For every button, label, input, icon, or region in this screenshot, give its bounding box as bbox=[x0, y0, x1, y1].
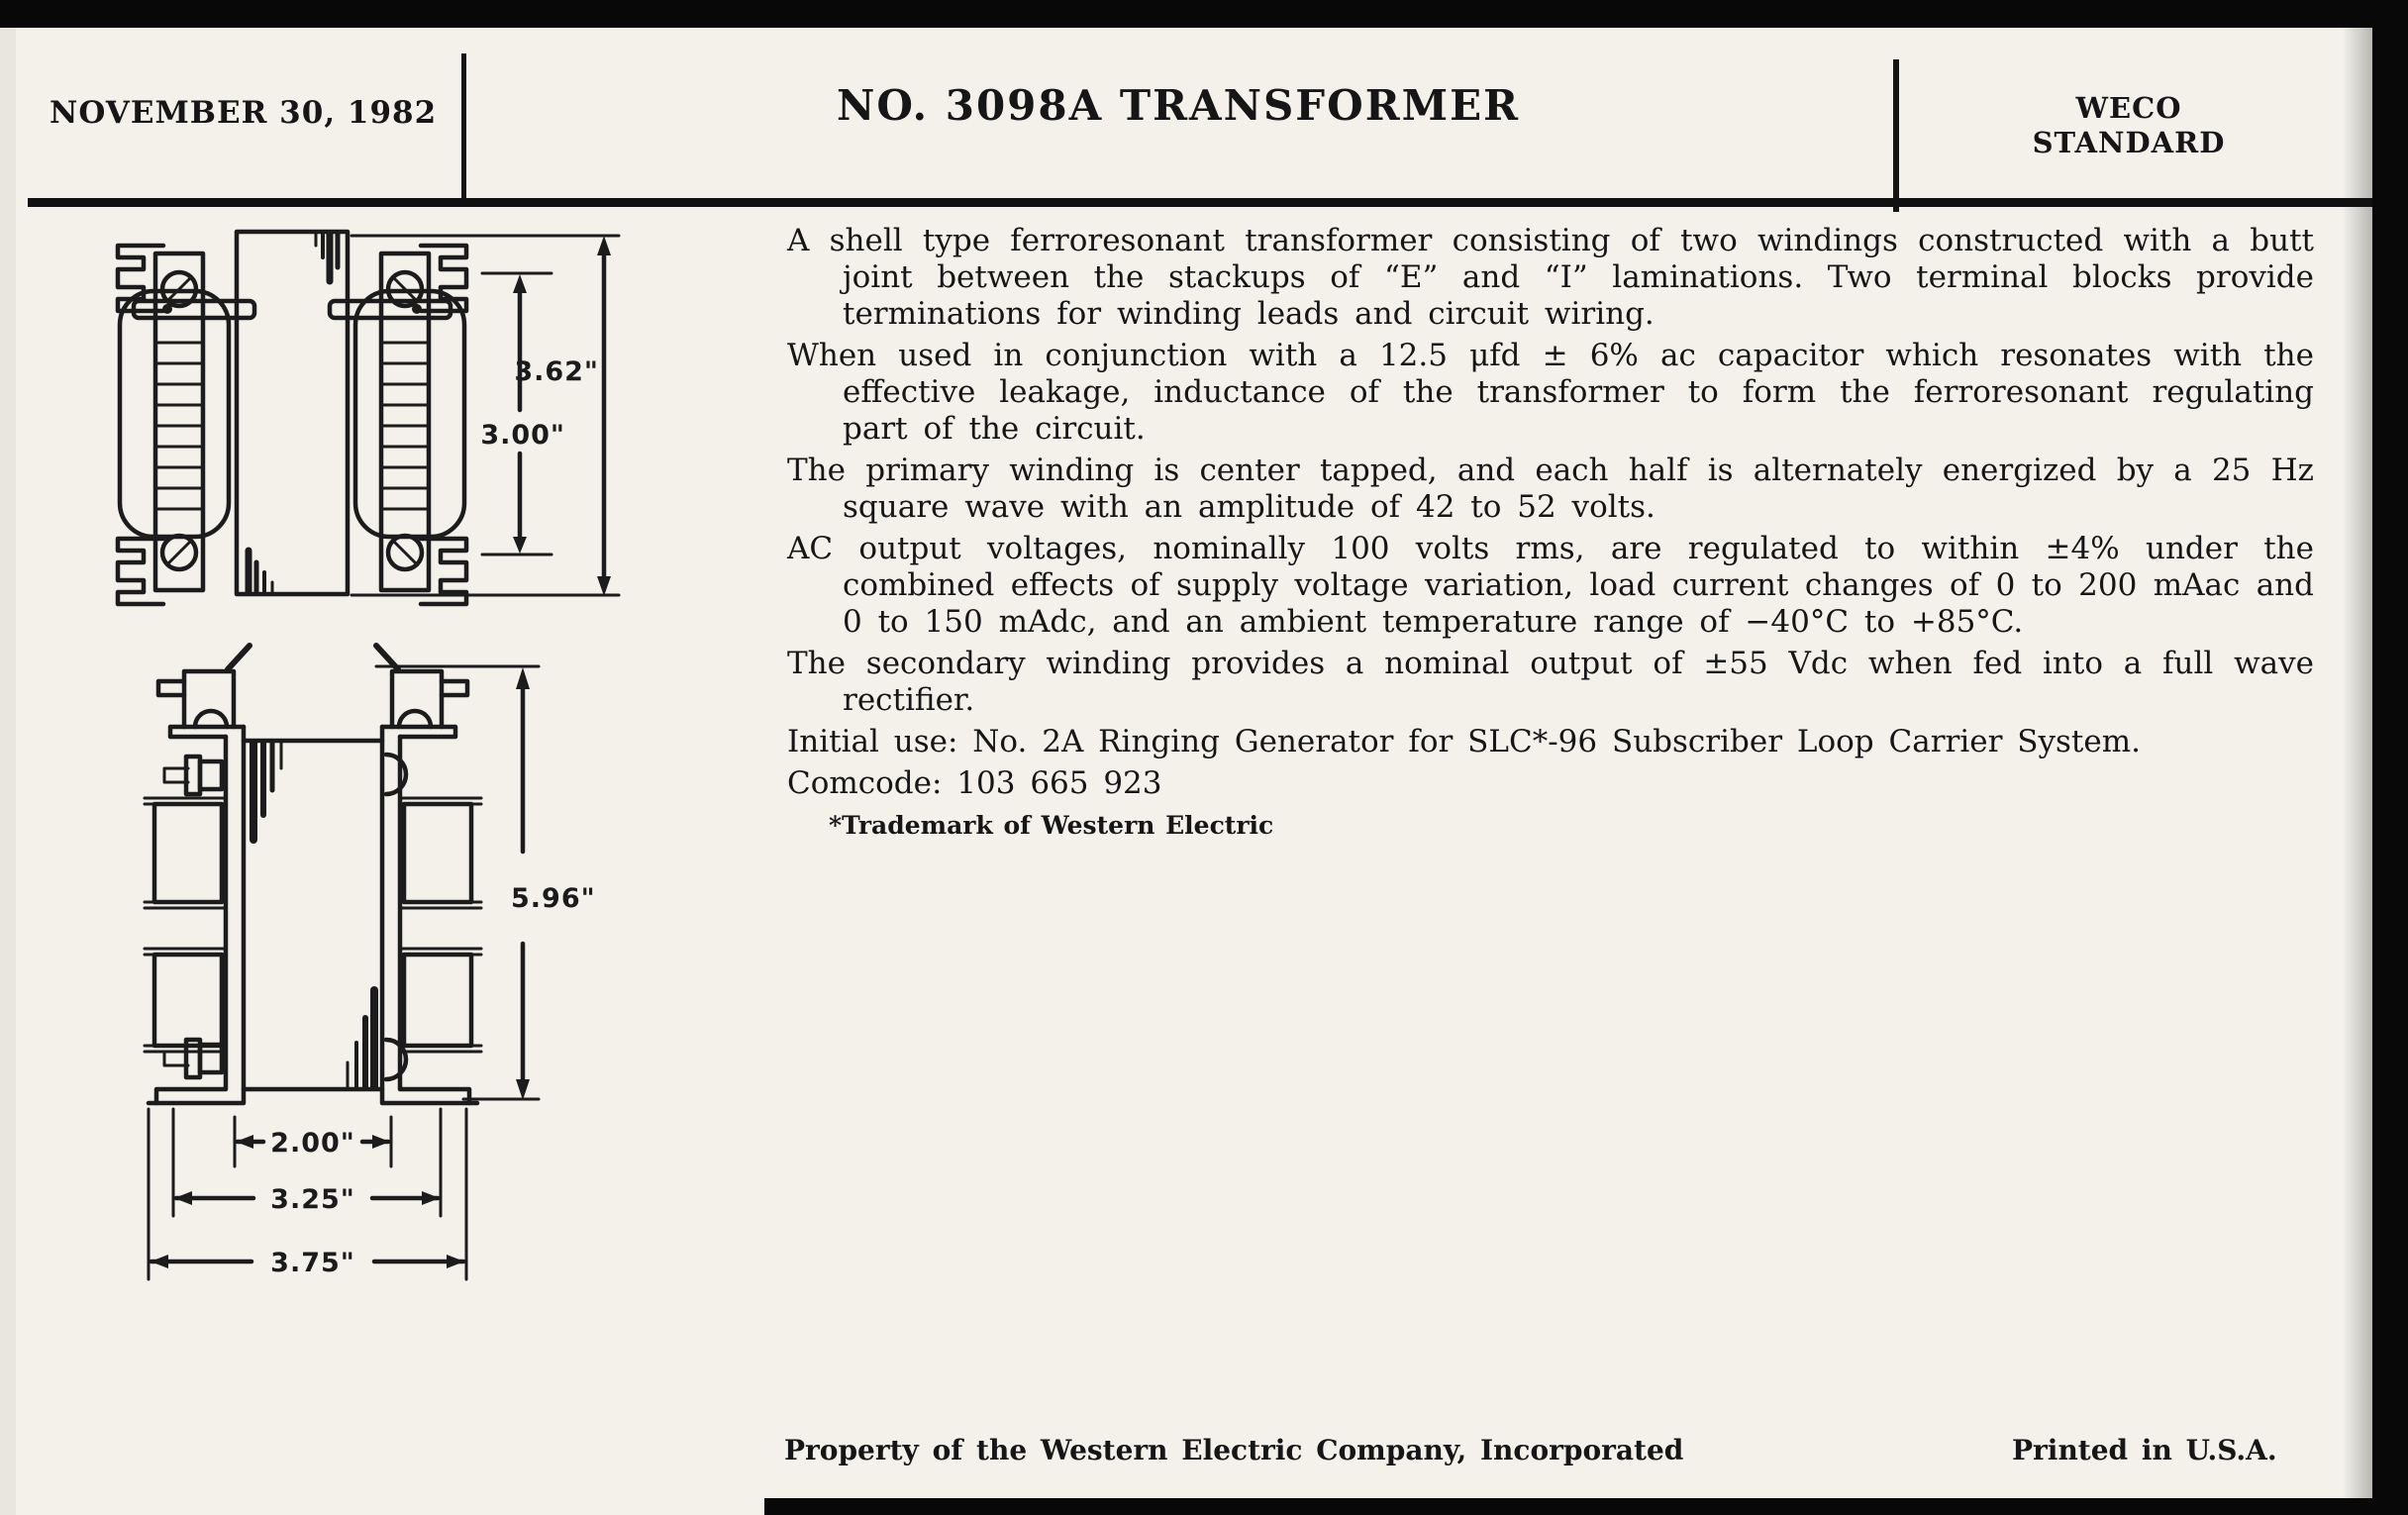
dim-label-375: 3.75" bbox=[270, 1248, 355, 1278]
initial-use-line: Initial use: No. 2A Ringing Generator for SLC*-96 Subscriber Loop Carrier System. bbox=[787, 724, 2141, 759]
description-paragraph-1: A shell type ferroresonant transformer consisting of two windings constructed with a butt joint between the stackups of “E” and “I” laminations. Two terminal blocks provide terminations for winding leads and circuit wiring. bbox=[787, 223, 2314, 332]
dimension-200 bbox=[235, 1117, 391, 1166]
printed-notice: Printed in U.S.A. bbox=[2012, 1434, 2277, 1466]
core-window bbox=[244, 741, 382, 1089]
dim-label-596: 5.96" bbox=[511, 883, 596, 914]
bolt-dome-top bbox=[386, 755, 406, 794]
standard-line: STANDARD bbox=[2032, 126, 2226, 159]
weco-standard-label bbox=[1911, 91, 2347, 160]
property-notice: Property of the Western Electric Company, Incorporated bbox=[784, 1434, 1684, 1466]
page-title: NO. 3098A TRANSFORMER bbox=[836, 81, 1521, 130]
dim-label-362: 3.62" bbox=[514, 356, 599, 387]
dim-label-200: 2.00" bbox=[270, 1128, 355, 1159]
top-view-drawing bbox=[104, 224, 678, 632]
dimension-300 bbox=[480, 273, 565, 555]
description-paragraph-2: When used in conjunction with a 12.5 μfd ± 6% ac capacitor which resonates with the effective leakage, inductance of the transformer to form the ferroresonant regulating part of the circuit. bbox=[787, 338, 2314, 447]
header-divider-left bbox=[461, 53, 466, 200]
transformer-core-body bbox=[237, 232, 348, 594]
terminal-block-left bbox=[118, 246, 254, 604]
description-paragraph-4: AC output voltages, nominally 100 volts rms, are regulated to within ±4% under the combined effects of supply voltage variation, load current changes of 0 to 200 mAac and 0 to 150 mAdc, and an ambient temperature range of −40°C to +85°C. bbox=[787, 531, 2314, 640]
scan-shadow-right bbox=[2343, 0, 2372, 1515]
dimension-596 bbox=[376, 666, 596, 1100]
trademark-note: *Trademark of Western Electric bbox=[829, 811, 1274, 840]
scan-edge-bottom bbox=[764, 1498, 2408, 1515]
dimension-325 bbox=[173, 1109, 441, 1216]
scan-edge-right bbox=[2372, 0, 2408, 1515]
date-label: NOVEMBER 30, 1982 bbox=[50, 95, 438, 131]
description-text-column bbox=[787, 223, 2314, 849]
comcode-line: Comcode: 103 665 923 bbox=[787, 765, 1162, 801]
header-rule bbox=[28, 198, 2372, 207]
terminal-bolt-top bbox=[164, 757, 222, 794]
front-view-drawing bbox=[127, 642, 642, 1315]
terminal-block-right bbox=[330, 246, 466, 604]
scan-edge-top bbox=[0, 0, 2408, 28]
dim-label-300: 3.00" bbox=[480, 420, 565, 451]
header-divider-right bbox=[1893, 59, 1899, 212]
bolt-dome-bottom bbox=[386, 1040, 406, 1079]
weco-line: WECO bbox=[2075, 91, 2182, 125]
description-paragraph-5: The secondary winding provides a nominal output of ±55 Vdc when fed into a full wave rectifier. bbox=[787, 646, 2314, 718]
bracket-left bbox=[145, 646, 250, 1103]
scan-edge-left bbox=[0, 28, 16, 1515]
dim-label-325: 3.25" bbox=[270, 1184, 355, 1215]
bracket-right bbox=[376, 646, 481, 1103]
description-paragraph-3: The primary winding is center tapped, and each half is alternately energized by a 25 Hz square wave with an amplitude of 42 to 52 volts. bbox=[787, 453, 2314, 525]
